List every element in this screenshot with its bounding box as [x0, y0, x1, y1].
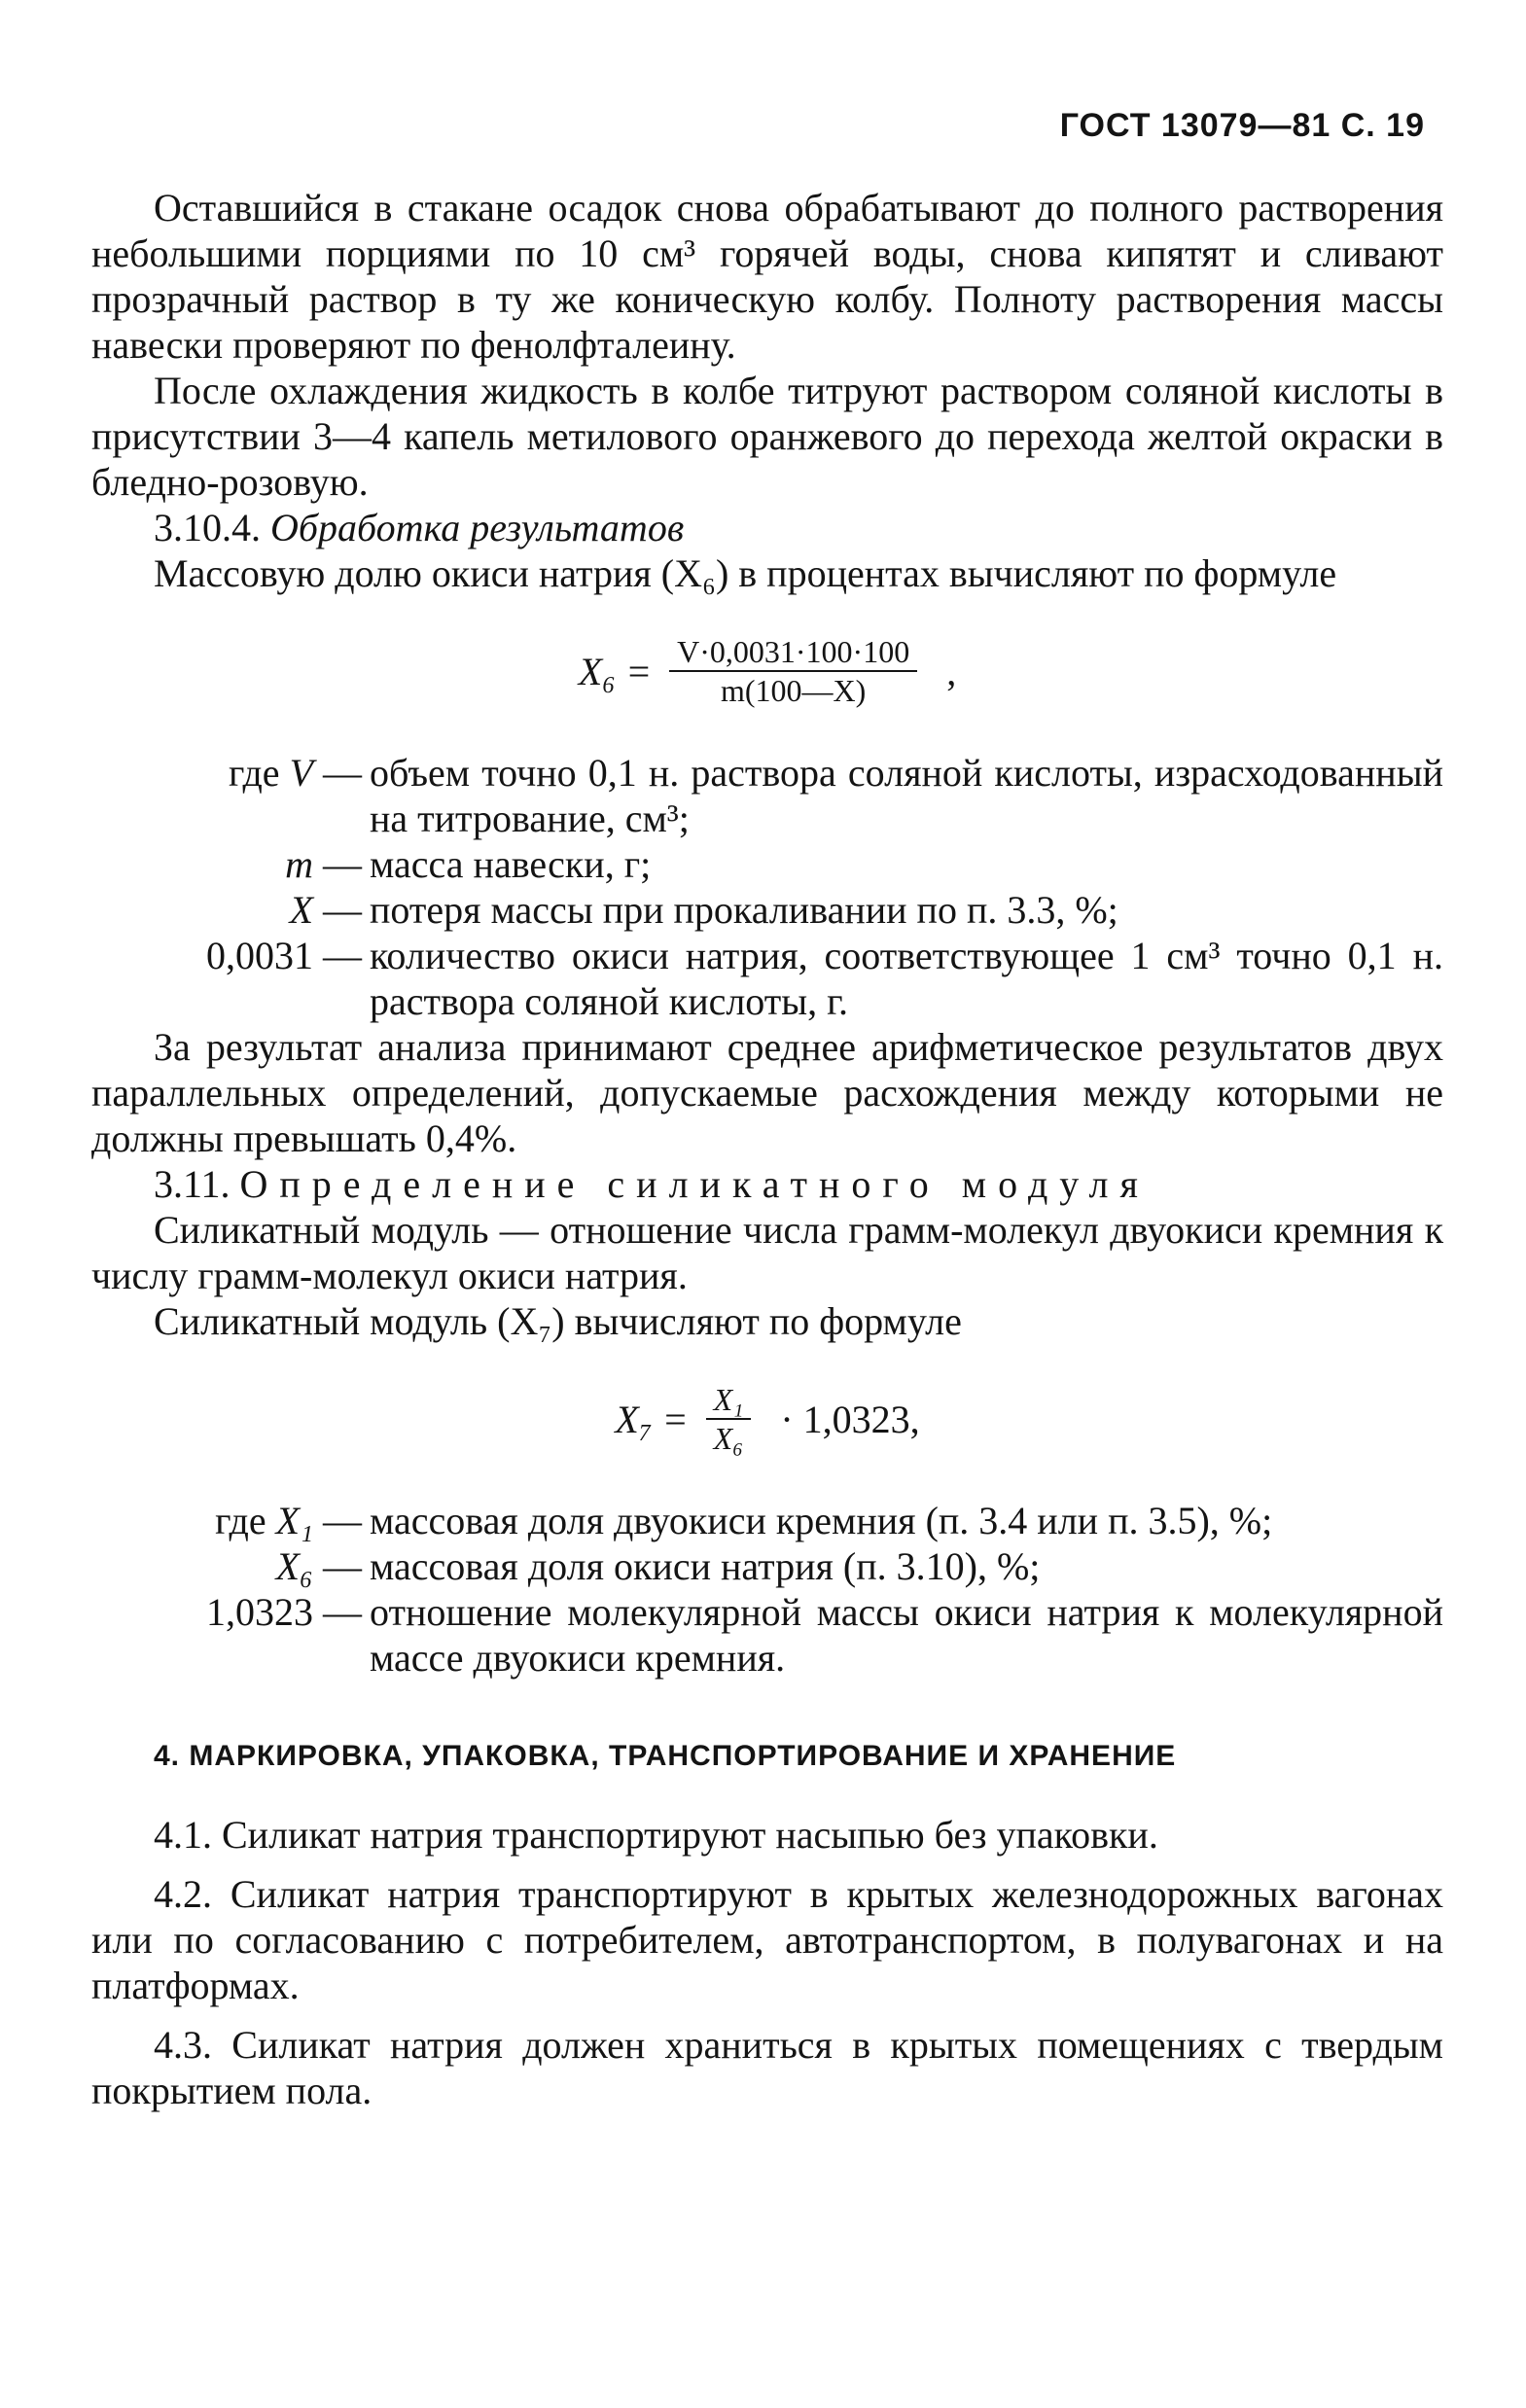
subsection-number: 3.10.4. [154, 506, 261, 549]
list-item: 4.3. Силикат натрия должен храниться в крытых помещениях с твердым покрытием пола. [91, 2023, 1443, 2112]
subsection-heading [91, 505, 1443, 550]
definition-text: массовая доля окиси натрия (п. 3.10), %; [370, 1544, 1041, 1588]
definitions-list [91, 1498, 1443, 1681]
formula-numerator: V·0,0031·100·100 [677, 634, 910, 669]
section-heading-3-11 [91, 1161, 1443, 1207]
formula-x7 [91, 1381, 1443, 1457]
definition-item [91, 750, 1443, 841]
definition-item [91, 1543, 1443, 1589]
section-title: Определение силикатного модуля [239, 1162, 1150, 1206]
formula-lhs: X₇ = [615, 1397, 689, 1441]
formula-denominator: m(100—X) [721, 673, 867, 708]
definition-text: масса навески, г; [370, 842, 652, 886]
section-heading-4: 4. МАРКИРОВКА, УПАКОВКА, ТРАНСПОРТИРОВАНИЕ И ХРАНЕНИЕ [154, 1740, 1177, 1772]
definition-text: объем точно 0,1 н. раствора соляной кислоты, израсходованный на титрование, см³; [370, 751, 1443, 840]
section-number: 3.11. [154, 1162, 231, 1206]
definition-item [91, 933, 1443, 1024]
definition-text: потеря массы при прокаливании по п. 3.3, %; [370, 888, 1118, 932]
definition-item [91, 1589, 1443, 1681]
paragraph: Силикатный модуль (X₇) вычисляют по формуле [154, 1299, 962, 1343]
formula-tail: , [946, 649, 957, 693]
paragraph: После охлаждения жидкость в колбе титруют раствором соляной кислоты в присутствии 3—4 капель метилового оранжевого до перехода желтой окраски в бледно-розовую. [91, 369, 1443, 504]
definition-item [91, 1498, 1443, 1543]
subsection-title: Обработка результатов [270, 506, 685, 549]
list-item: 4.1. Силикат натрия транспортируют насыпью без упаковки. [154, 1813, 1158, 1857]
definition-key: где X₁ — [215, 1499, 362, 1542]
paragraph: Массовую долю окиси натрия (X₆) в процентах вычисляют по формуле [154, 551, 1337, 595]
definition-key: X — [289, 888, 362, 932]
definition-text: количество окиси натрия, соответствующее 1 см³ точно 0,1 н. раствора соляной кислоты, г. [370, 934, 1443, 1023]
formula-denominator: X₆ [713, 1421, 744, 1456]
formula-numerator: X₁ [713, 1382, 744, 1417]
definition-key: где V — [229, 751, 362, 795]
definition-key: 0,0031 — [206, 934, 362, 977]
formula-fraction [706, 1381, 752, 1457]
formula-lhs: X₆ = [578, 649, 653, 693]
definitions-list [91, 750, 1443, 1024]
formula-tail: · 1,0323, [780, 1397, 920, 1441]
definition-text: массовая доля двуокиси кремния (п. 3.4 или п. 3.5), %; [370, 1499, 1273, 1542]
formula-x6 [91, 633, 1443, 709]
definition-item [91, 841, 1443, 887]
paragraph: Силикатный модуль — отношение числа грамм-молекул двуокиси кремния к числу грамм-молекул окиси натрия. [91, 1208, 1443, 1297]
definition-key: 1,0323 — [206, 1590, 362, 1634]
paragraph: Оставшийся в стакане осадок снова обрабатывают до полного растворения небольшими порциями по 10 см³ горячей воды, снова кипятят и сливают прозрачный раствор в ту же коническую колбу. Полноту растворения массы навески проверяют по фенолфталеину. [91, 186, 1443, 367]
definition-item [91, 887, 1443, 933]
formula-fraction [669, 633, 917, 709]
paragraph: За результат анализа принимают среднее арифметическое результатов двух параллельных определений, допускаемые расхождения между которыми не должны превышать 0,4%. [91, 1025, 1443, 1160]
definition-key: m — [285, 842, 362, 886]
page-header: ГОСТ 13079—81 С. 19 [1059, 107, 1425, 144]
definition-key: X₆ — [275, 1544, 362, 1588]
document-body [91, 185, 1443, 2113]
definition-text: отношение молекулярной массы окиси натрия к молекулярной массе двуокиси кремния. [370, 1590, 1443, 1680]
list-item: 4.2. Силикат натрия транспортируют в крытых железнодорожных вагонах или по согласованию с потребителем, автотранспортом, в полувагонах и на платформах. [91, 1872, 1443, 2007]
